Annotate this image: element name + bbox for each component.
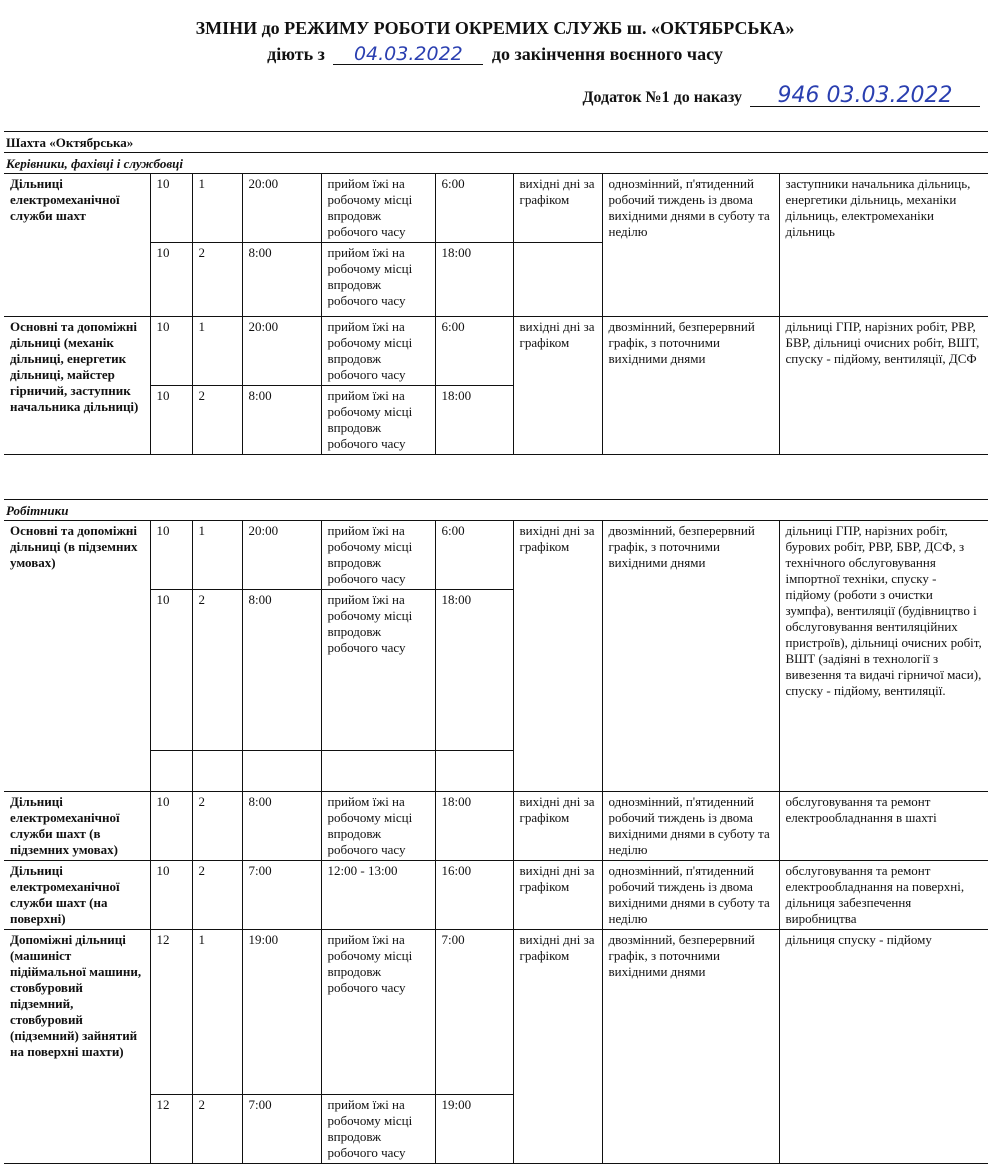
meal-cell: прийом їжі на робочому місці впродовж робочого часу (321, 317, 435, 386)
empty-cell (192, 751, 242, 792)
days-off-cell: вихідні дні за графіком (513, 174, 602, 243)
start-cell: 20:00 (242, 521, 321, 590)
schedule-table-managers (4, 173, 988, 455)
table-row (4, 521, 988, 590)
hours-cell: 10 (150, 317, 192, 386)
shift-cell: 2 (192, 386, 242, 455)
shift-cell: 1 (192, 174, 242, 243)
end-cell: 18:00 (435, 590, 513, 751)
start-cell: 20:00 (242, 174, 321, 243)
schedule-table-workers (4, 520, 988, 1164)
end-cell: 16:00 (435, 861, 513, 930)
effective-date-handwritten: 04.03.2022 (333, 44, 483, 65)
units-cell: дільниця спуску - підйому (779, 930, 988, 1164)
meal-cell: прийом їжі на робочому місці впродовж робочого часу (321, 1095, 435, 1164)
meal-cell: 12:00 - 13:00 (321, 861, 435, 930)
hours-cell: 10 (150, 386, 192, 455)
hours-cell: 10 (150, 792, 192, 861)
end-cell: 19:00 (435, 1095, 513, 1164)
hours-cell: 10 (150, 243, 192, 317)
shift-cell: 1 (192, 521, 242, 590)
end-cell: 6:00 (435, 521, 513, 590)
start-cell: 8:00 (242, 386, 321, 455)
group-name: Дільниці електромеханічної служби шахт (4, 174, 150, 317)
group-name: Допоміжні дільниці (машиніст підіймальної машини, стовбуровий підземний, стовбуровий (підземний) зайнятий на поверхні шахти) (4, 930, 150, 1164)
units-cell: обслуговування та ремонт електрообладнання в шахті (779, 792, 988, 861)
schedule-cell: двозмінний, безперервний графік, з поточними вихідними днями (602, 930, 779, 1164)
hours-cell: 10 (150, 174, 192, 243)
units-cell: дільниці ГПР, нарізних робіт, РВР, БВР, дільниці очисних робіт, ВШТ, спуску - підйому, вентиляції, ДСФ (779, 317, 988, 455)
schedule-cell: однозмінний, п'ятиденний робочий тиждень із двома вихідними днями в суботу та неділю (602, 174, 779, 317)
effective-suffix: до закінчення воєнного часу (491, 44, 723, 64)
table-row (4, 861, 988, 930)
shift-cell: 1 (192, 930, 242, 1095)
shift-cell: 2 (192, 1095, 242, 1164)
rule (4, 152, 988, 153)
days-off-cell: вихідні дні за графіком (513, 861, 602, 930)
hours-cell: 12 (150, 1095, 192, 1164)
start-cell: 20:00 (242, 317, 321, 386)
group-name: Основні та допоміжні дільниці (механік дільниці, енергетик дільниці, майстер гірничий, заступник начальника дільниці) (4, 317, 150, 455)
addendum-line (582, 83, 980, 108)
rule (4, 131, 988, 132)
meal-cell: прийом їжі на робочому місці впродовж робочого часу (321, 521, 435, 590)
table-row (4, 930, 988, 1095)
days-off-cell (513, 243, 602, 317)
start-cell: 7:00 (242, 1095, 321, 1164)
schedule-cell: однозмінний, п'ятиденний робочий тиждень із двома вихідними днями в суботу та неділю (602, 861, 779, 930)
effective-line (0, 44, 990, 65)
schedule-cell: однозмінний, п'ятиденний робочий тиждень із двома вихідними днями в суботу та неділю (602, 792, 779, 861)
rule (4, 499, 988, 500)
hours-cell: 10 (150, 861, 192, 930)
group-name: Основні та допоміжні дільниці (в підземних умовах) (4, 521, 150, 792)
schedule-cell: двозмінний, безперервний графік, з поточними вихідними днями (602, 521, 779, 792)
end-cell: 18:00 (435, 792, 513, 861)
units-cell: дільниці ГПР, нарізних робіт, бурових робіт, РВР, БВР, ДСФ, з технічного обслуговування імпортної техніки, спуску - підйому (роботи з очистки зумпфа), вентиляції (будівництво і обслуговування вентиляційних пристроїв), дільниці очисних робіт, ВШТ (задіяні в технології з вивезення та видачі гірничої маси), спуску - підйому, вентиляції. (779, 521, 988, 792)
meal-cell: прийом їжі на робочому місці впродовж робочого часу (321, 174, 435, 243)
meal-cell: прийом їжі на робочому місці впродовж робочого часу (321, 386, 435, 455)
start-cell: 8:00 (242, 590, 321, 751)
shift-cell: 2 (192, 792, 242, 861)
shift-cell: 2 (192, 243, 242, 317)
start-cell: 7:00 (242, 861, 321, 930)
days-off-cell: вихідні дні за графіком (513, 521, 602, 792)
table-row (4, 317, 988, 386)
meal-cell: прийом їжі на робочому місці впродовж робочого часу (321, 243, 435, 317)
hours-cell: 10 (150, 590, 192, 751)
days-off-cell: вихідні дні за графіком (513, 792, 602, 861)
shift-cell: 2 (192, 590, 242, 751)
end-cell: 6:00 (435, 317, 513, 386)
schedule-cell: двозмінний, безперервний графік, з поточними вихідними днями (602, 317, 779, 455)
empty-cell (435, 751, 513, 792)
empty-cell (150, 751, 192, 792)
effective-prefix: діють з (267, 44, 325, 64)
group-name: Дільниці електромеханічної служби шахт (в підземних умовах) (4, 792, 150, 861)
addendum-label: Додаток №1 до наказу (582, 89, 742, 106)
days-off-cell: вихідні дні за графіком (513, 317, 602, 455)
meal-cell: прийом їжі на робочому місці впродовж робочого часу (321, 590, 435, 751)
end-cell: 18:00 (435, 386, 513, 455)
shift-cell: 1 (192, 317, 242, 386)
meal-cell: прийом їжі на робочому місці впродовж робочого часу (321, 792, 435, 861)
mine-label: Шахта «Октябрська» (6, 135, 134, 150)
start-cell: 8:00 (242, 792, 321, 861)
units-cell: обслуговування та ремонт електрообладнання на поверхні, дільниця забезпечення виробництва (779, 861, 988, 930)
units-cell: заступники начальника дільниць, енергетики дільниць, механіки дільниць, електромеханіки дільниць (779, 174, 988, 317)
table-row (4, 174, 988, 243)
start-cell: 19:00 (242, 930, 321, 1095)
hours-cell: 10 (150, 521, 192, 590)
order-reference-handwritten: 946 03.03.2022 (750, 86, 980, 107)
start-cell: 8:00 (242, 243, 321, 317)
end-cell: 18:00 (435, 243, 513, 317)
section-title: Робітники (6, 503, 69, 518)
shift-cell: 2 (192, 861, 242, 930)
days-off-cell: вихідні дні за графіком (513, 930, 602, 1164)
empty-cell (242, 751, 321, 792)
end-cell: 6:00 (435, 174, 513, 243)
end-cell: 7:00 (435, 930, 513, 1095)
document-title: ЗМІНИ до РЕЖИМУ РОБОТИ ОКРЕМИХ СЛУЖБ ш. «ОКТЯБРСЬКА» (195, 18, 795, 38)
table-row (4, 792, 988, 861)
empty-cell (321, 751, 435, 792)
group-name: Дільниці електромеханічної служби шахт (на поверхні) (4, 861, 150, 930)
hours-cell: 12 (150, 930, 192, 1095)
section-title: Керівники, фахівці і службовці (6, 156, 184, 171)
meal-cell: прийом їжі на робочому місці впродовж робочого часу (321, 930, 435, 1095)
